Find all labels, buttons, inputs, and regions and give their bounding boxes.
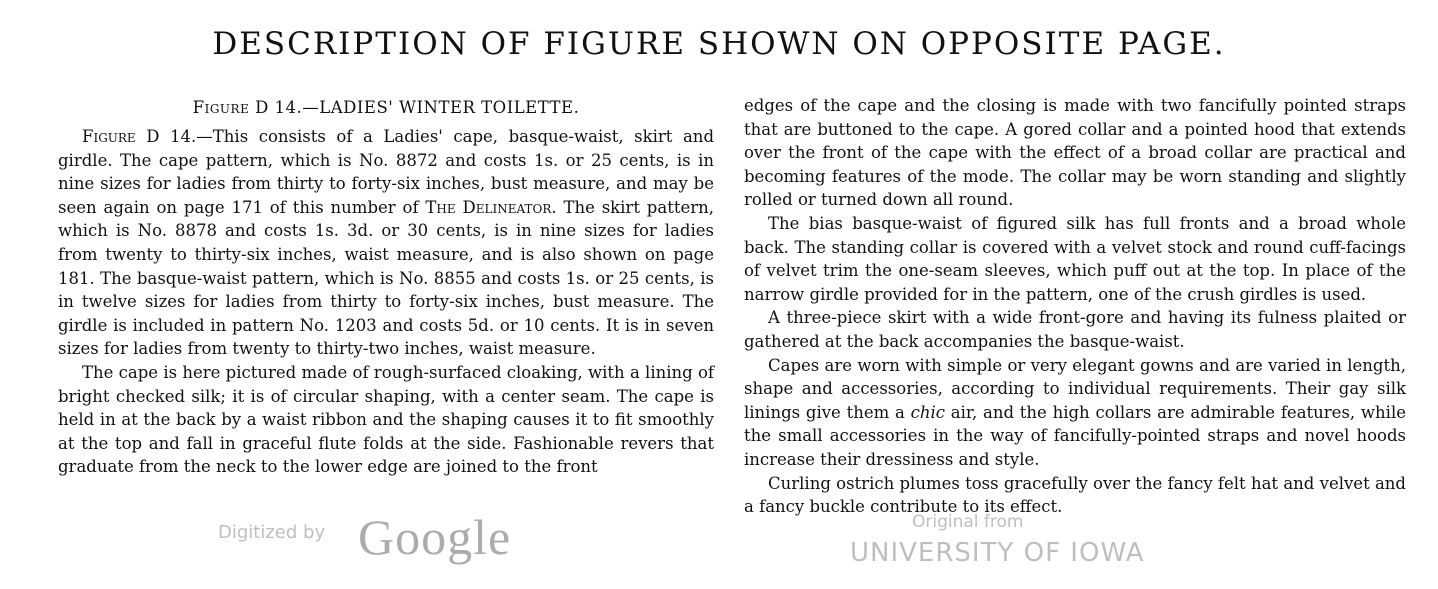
description-paragraph-5: A three-piece skirt with a wide front-gore and having its fulness plaited or gathered at the back accompanies the basque-waist. xyxy=(744,308,1406,351)
university-watermark: UNIVERSITY OF IOWA xyxy=(850,538,1145,568)
right-column xyxy=(744,94,1406,519)
page-heading: DESCRIPTION OF FIGURE SHOWN ON OPPOSITE PAGE. xyxy=(212,26,1226,62)
description-paragraph-3: edges of the cape and the closing is made with two fancifully pointed straps that are buttoned to the cape. A gored collar and a pointed hood that extends over the front of the cape with the effect of a broad collar are practical and becoming features of the mode. The collar may be worn standing and slightly rolled or turned down all round. xyxy=(744,96,1406,210)
paragraph-1-text-b: The skirt pattern, which is No. 8878 and costs 1s. 3d. or 30 cents, is in nine sizes for ladies from twenty to thirty-six inches, waist measure, and is also shown on page 181. The basque-waist pattern, which is No. 8855 and costs 1s. or 25 cents, is in twelve sizes for ladies from thirty to forty-six inches, bust measure. The girdle is included in pattern No. 1203 and costs 5d. or 10 cents. It is in seven sizes for ladies from twenty to thirty-two inches, waist measure. xyxy=(58,197,714,359)
description-paragraph-6 xyxy=(744,354,1406,472)
description-paragraph-2: The cape is here pictured made of rough-surfaced cloaking, with a lining of bright checked silk; it is of circular shaping, with a center seam. The cape is held in at the back by a waist ribbon and the shaping causes it to fit smoothly at the top and fall in graceful flute folds at the side. Fashionable revers that graduate from the neck to the lower edge are joined to the front xyxy=(58,362,714,477)
paragraph-6-text-b: air, and the high collars are admirable features, while the small accessories in the way of fancifully-pointed straps and novel hoods increase their dressiness and style. xyxy=(744,402,1406,469)
paragraph-6-text-a: Capes are worn with simple or very elegant gowns and are varied in length, shape and accessories, according to individual requirements. Their gay silk linings give them a xyxy=(744,355,1406,422)
description-paragraph-4: The bias basque-waist of figured silk has full fronts and a broad whole back. The standing collar is covered with a velvet stock and round cuff-facings of velvet trim the one-seam sleeves, which puff out at the top. In place of the narrow girdle provided for in the pattern, one of the crush girdles is used. xyxy=(744,213,1406,304)
magazine-name: The Delineator. xyxy=(425,197,557,217)
chic-word: chic xyxy=(910,402,946,422)
digitized-by-watermark: Digitized by xyxy=(218,522,326,543)
figure-reference: Figure D 14. xyxy=(82,127,197,146)
figure-title: Figure D 14.—LADIES' WINTER TOILETTE. xyxy=(192,98,580,117)
original-from-watermark: Original from xyxy=(912,512,1024,532)
description-paragraph-7: Curling ostrich plumes toss gracefully over the fancy felt hat and velvet and a fancy buckle contribute to its effect. xyxy=(744,473,1406,517)
google-watermark-logo: Google xyxy=(358,509,512,565)
paragraph-1-text-a: —This consists of a Ladies' cape, basque-waist, skirt and girdle. The cape pattern, which is No. 8872 and costs 1s. or 25 cents, is in nine sizes for ladies from thirty to forty-six inches, bust measure, and may be seen again on page 171 of this number of xyxy=(58,127,714,217)
description-paragraph-1 xyxy=(58,125,714,361)
left-column xyxy=(58,96,714,479)
